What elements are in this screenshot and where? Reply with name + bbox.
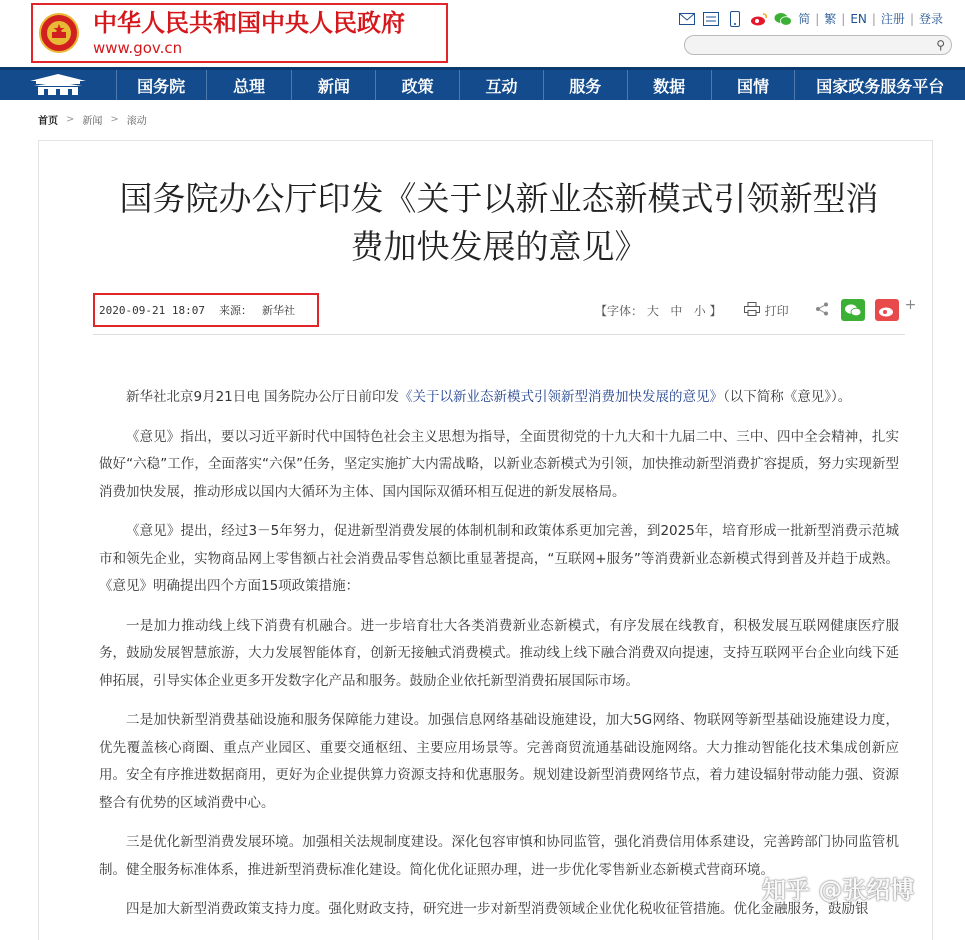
nav-home-icon[interactable] [0,70,117,100]
policy-doc-link[interactable]: 《关于以新业态新模式引领新型消费加快发展的意见》 [399,389,724,405]
nav-item-interaction[interactable]: 互动 [460,70,544,100]
breadcrumb-scroll[interactable]: 滚动 [126,116,147,127]
paragraph: 二是加快新型消费基础设施和服务保障能力建设。加强信息网络基础设施建设，加大5G网络、物联网等新型基础设施建设力度，优先覆盖核心商圈、重点产业园区、重要交通枢纽、主要应用场景等。完善商贸流通基础设施网络。大力推动智能化技术集成创新应用。安全有序推进数据商用，更好为企业提供算力资源支持和优惠服务。规划建设新型消费网络节点，着力建设辐射带动能力强、资源整合有优势的区域消费中心。 [99,712,899,811]
nav-item-gov-service-platform[interactable]: 国家政务服务平台 [816,76,945,96]
main-nav [0,67,965,100]
publish-date: 2020-09-21 18:07 [99,303,205,317]
weibo-icon[interactable] [750,11,768,27]
nav-item-policy[interactable]: 政策 [376,70,460,100]
chevron-right-icon: > [66,114,75,125]
zhihu-watermark: 知乎 @张绍博 [762,876,915,904]
lang-english[interactable]: EN [850,11,867,26]
nav-item-news[interactable]: 新闻 [292,70,376,100]
nav-item-premier[interactable]: 总理 [207,70,293,100]
search-icon[interactable]: ⚲ [936,38,945,52]
paragraph: 新华社北京9月21日电 国务院办公厅日前印发《关于以新业态新模式引领新型消费加快发展的意见》（以下简称《意见》）。 [126,389,852,405]
article-tools [595,299,916,321]
nav-item-state-council[interactable]: 国务院 [117,70,207,100]
font-size-switcher: 【字体： 大 中 小 】 [595,303,722,318]
login-link[interactable]: 登录 [918,12,943,26]
printer-icon [744,302,760,319]
email-icon[interactable] [678,11,696,27]
source-label: 来源： [218,304,252,317]
lang-traditional[interactable]: 繁 [824,12,837,26]
article-meta [93,293,319,327]
chevron-right-icon: > [110,114,119,125]
wechat-share-icon[interactable] [841,299,865,321]
feedback-icon[interactable] [702,11,720,27]
divider [93,334,905,335]
nav-item-data[interactable]: 数据 [628,70,712,100]
site-title: 中华人民共和国中央人民政府 [93,8,405,37]
article-title: 国务院办公厅印发《关于以新业态新模式引领新型消 费加快发展的意见》 [119,179,879,266]
top-links: 简 | 繁 | EN | 注册 | 登录 [678,10,943,27]
paragraph: 一是加力推动线上线下消费有机融合。进一步培育壮大各类消费新业态新模式，有序发展在线教育，积极发展互联网健康医疗服务，鼓励发展智慧旅游，大力发展智能体育，创新无接触式消费模式。推动线上线下融合消费双向提速，支持互联网平台企业向线下延伸拓展，引导实体企业更多开发数字化产品和服务。鼓励企业依托新型消费拓展国际市场。 [99,617,899,689]
paragraph: 三是优化新型消费发展环境。加强相关法规制度建设。深化包容审慎和协同监管，强化消费信用体系建设，完善跨部门协同监管机制。健全服务标准体系，推进新型消费标准化建设。简化优化证照办理，进一步优化零售新业态新模式营商环境。 [99,834,899,878]
site-header [0,0,965,67]
paragraph: 《意见》指出，要以习近平新时代中国特色社会主义思想为指导，全面贯彻党的十九大和十九届二中、三中、四中全会精神，扎实做好“六稳”工作，全面落实“六保”任务，坚定实施扩大内需战略，以新业态新模式为引领，加快推动新型消费扩容提质，努力实现新型消费加快发展，推动形成以国内大循环为主体、国内国际双循环相互促进的新发展格局。 [99,428,899,500]
breadcrumb-news[interactable]: 新闻 [82,116,103,127]
print-button[interactable]: 打印 [744,302,789,319]
paragraph: 四是加大新型消费政策支持力度。强化财政支持，研究进一步对新型消费领域企业优化税收征管措施。优化金融服务，鼓励银 [126,901,869,917]
source-name: 新华社 [261,304,295,317]
article-body [99,384,899,936]
font-size-small[interactable]: 小 [693,303,706,318]
nav-item-service[interactable]: 服务 [544,70,628,100]
nav-item-national-info[interactable]: 国情 [712,70,796,100]
national-emblem-icon [39,13,79,53]
more-share-icon[interactable]: + [904,297,917,313]
register-link[interactable]: 注册 [880,12,905,26]
breadcrumb-home[interactable]: 首页 [38,116,58,127]
article-panel [38,140,933,940]
mobile-icon[interactable] [726,11,744,27]
font-size-medium[interactable]: 中 [670,303,683,318]
font-size-large[interactable]: 大 [646,303,659,318]
lang-simplified[interactable]: 简 [798,12,811,26]
weibo-share-icon[interactable] [875,299,899,321]
wechat-icon[interactable] [774,11,792,27]
share-icon[interactable] [815,302,829,319]
paragraph: 《意见》提出，经过3－5年努力，促进新型消费发展的体制机制和政策体系更加完善，到2025年，培育形成一批新型消费示范城市和领先企业，实物商品网上零售额占社会消费品零售总额比重显著提高，“互联网+服务”等消费新业态新模式得到普及并趋于成熟。《意见》明确提出四个方面15项政策措施： [99,523,899,594]
search-input[interactable] [684,35,952,55]
breadcrumb [38,112,147,127]
site-logo[interactable] [31,3,448,63]
site-url: www.gov.cn [93,39,183,57]
